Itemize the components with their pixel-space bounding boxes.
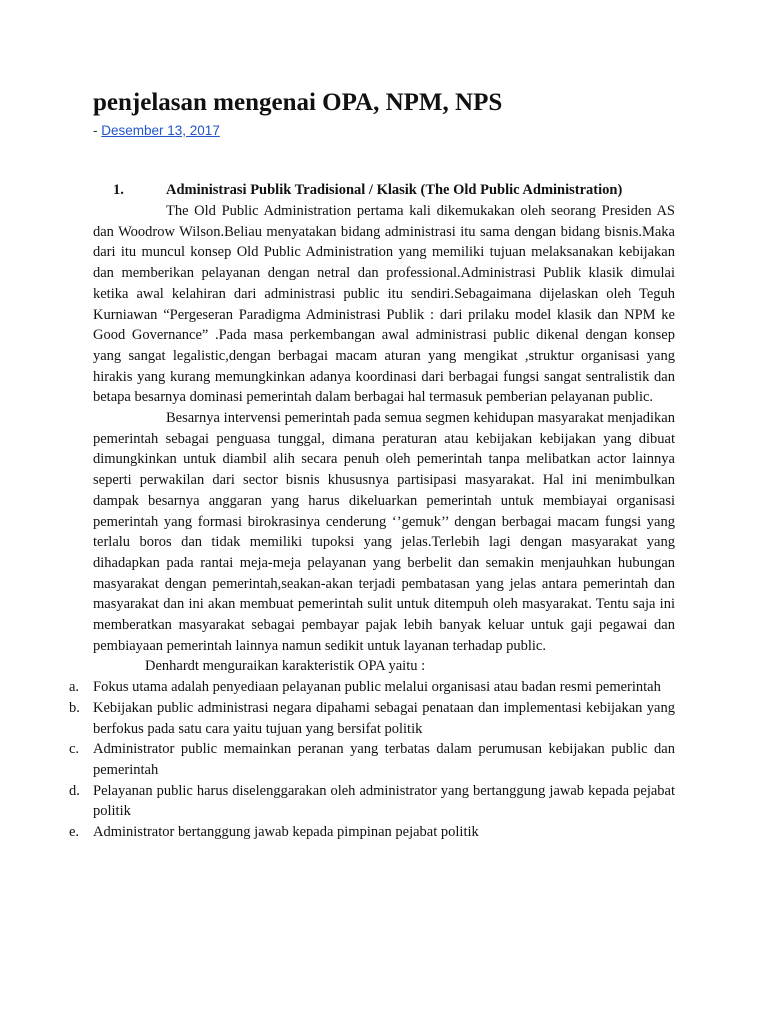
list-marker: a. (69, 679, 80, 696)
paragraph: The Old Public Administration pertama kali dikemukakan oleh seorang Presiden AS dan Woodrow Wilson.Beliau menyatakan bidang administrasi itu sama dengan bidang bisnis.Maka dari itu muncul konsep Old Public Administration yang memiliki tujuan melaksanakan kebijakan dan memberikan pelayanan dengan netral dan professional.Administrasi Publik klasik dimulai ketika awal kelahiran dari administrasi public itu sendiri.Sebagaimana dijelaskan oleh Teguh Kurniawan “Pergeseran Paradigma Administrasi Publik : dari prilaku model klasik dan NPM ke Good Governance” .Pada masa perkembangan awal administrasi public dikenal dengan konsep yang sangat legalistic,dengan berbagai macam aturan yang mengikat ,struktur organisasi yang hirakis yang kurang memungkinkan adanya koordinasi dari berbagai fungsi sangat sentralistik dan betapa besarnya dominasi pemerintah dalam berbagai hal termasuk pemberian pelayanan public. (93, 203, 675, 406)
section-number: 1. (113, 182, 124, 198)
list-item (69, 698, 675, 739)
list-item (69, 822, 675, 843)
paragraph: Besarnya intervensi pemerintah pada semua segmen kehidupan masyarakat menjadikan pemerintah sebagai penguasa tunggal, dimana peraturan atau kebijakan kebijakan yang dibuat dimungkinkan untuk diambil alih secara penuh oleh pemerintah tanpa melibatkan actor lainnya seperti perwakilan dari sector bisnis khususnya partisipasi masyarakat. Hal ini menimbulkan dampak besarnya anggaran yang harus dikeluarkan pemerintah untuk membiayai organisasi pemerintah yang formasi birokrasinya cenderung ‘’gemuk’’ dengan berbagai macam fungsi yang terlalu boros dan tidak memiliki tupoksi yang jelas.Terlebih lagi dengan masyarakat yang dihadapkan pada rantai meja-meja pelayanan yang berbelit dan semakin menjauhkan hubungan masyarakat dengan pemerintah,seakan-akan terjadi pembatasan yang jelas antara pemerintah dan masyarakat dan ini akan membuat pemerintah sulit untuk ditempuh oleh masyarakat. Tentu saja ini memberatkan masyarakat sebagai pembayar pajak lebih banyak keluar untuk gaji pegawai dan pembiayaan pemerintah lainnya namun sedikit untuk layanan terhadap public. (93, 410, 675, 654)
list-intro: Denhardt menguraikan karakteristik OPA yaitu : (145, 658, 426, 675)
section-heading (93, 180, 683, 200)
date-prefix: - (93, 123, 102, 138)
post-date-line (93, 122, 220, 140)
list-item (69, 677, 675, 698)
list-item-text: Administrator public memainkan peranan yang terbatas dalam perumusan kebijakan public dan pemerintah (93, 741, 675, 778)
list-item-text: Pelayanan public harus diselenggarakan oleh administrator yang bertanggung jawab kepada pejabat politik (93, 782, 675, 820)
list-item-text: Fokus utama adalah penyediaan pelayanan public melalui organisasi atau badan resmi pemerintah (93, 679, 661, 696)
post-date-link[interactable]: Desember 13, 2017 (101, 123, 220, 138)
article-body (69, 201, 675, 843)
list-marker: d. (69, 782, 80, 799)
list-marker: c. (69, 741, 80, 758)
section-title: Administrasi Publik Tradisional / Klasik (The Old Public Administration) (166, 182, 623, 198)
list-item (69, 781, 675, 822)
list-marker: b. (69, 699, 80, 716)
list-item (69, 739, 675, 780)
list-marker: e. (69, 824, 80, 841)
list-item-text: Administrator bertanggung jawab kepada pimpinan pejabat politik (93, 824, 479, 841)
characteristics-list (69, 677, 675, 843)
list-item-text: Kebijakan public administrasi negara dipahami sebagai penataan dan implementasi kebijakan yang berfokus pada satu cara yaitu tujuan yang bersifat politik (93, 699, 675, 737)
post-title: penjelasan mengenai OPA, NPM, NPS (93, 89, 503, 116)
